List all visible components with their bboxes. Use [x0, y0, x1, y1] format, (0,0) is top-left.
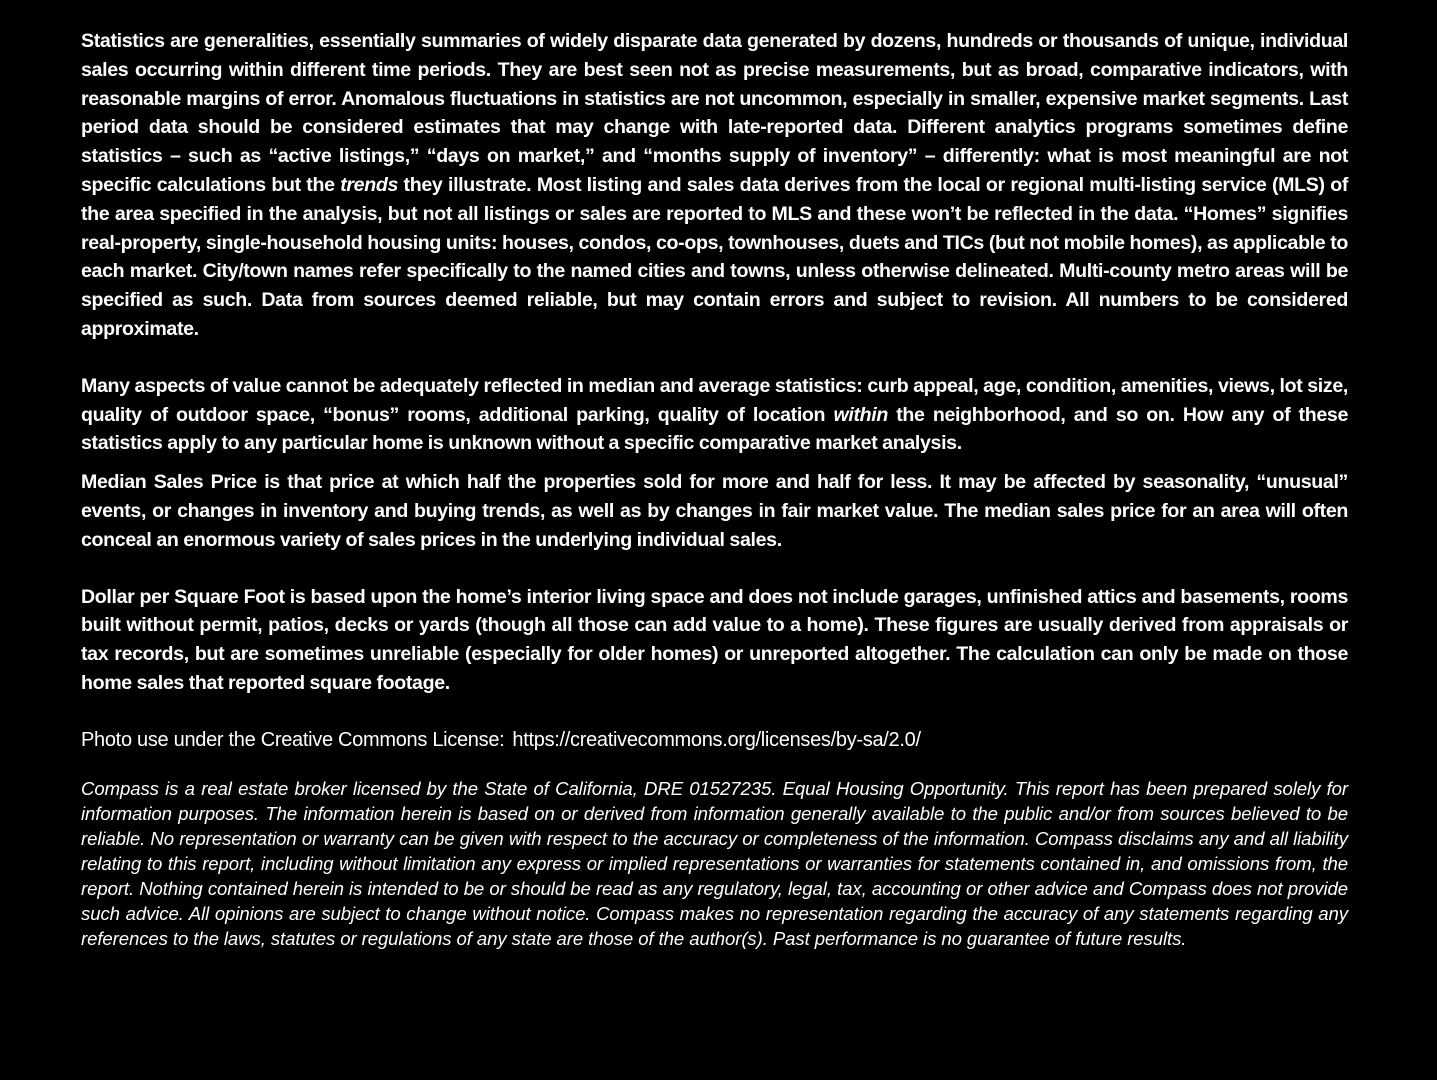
statistics-paragraph — [81, 27, 1348, 344]
statistics-text-part-2: they illustrate. Most listing and sales data derives from the local or regional multi-listing service (MLS) of the area specified in the analysis, but not all listings or sales are reported to MLS and these won’t be reflected in the data. “Homes” signifies real-property, single-household housing units: houses, condos, co-ops, townhouses, duets and TICs (but not mobile homes), as applicable to each market. City/town names refer specifically to the named cities and towns, unless otherwise delineated. Multi-county metro areas will be specified as such. Data from sources deemed reliable, but may contain errors and subject to revision. All numbers to be considered approximate. — [81, 173, 1348, 340]
value-emphasis: within — [833, 403, 888, 426]
legal-disclaimer: Compass is a real estate broker licensed by the State of California, DRE 01527235. Equal Housing Opportunity. This report has been prepared solely for information purposes. The information herein is based on or derived from information generally available to the public and/or from sources believed to be reliable. No representation or warranty can be given with respect to the accuracy or completeness of the information. Compass disclaims any and all liability relating to this report, including without limitation any express or implied representations or warranties for statements contained in, and omissions from, the report. Nothing contained herein is intended to be or should be read as any regulatory, legal, tax, accounting or other advice and Compass does not provide such advice. All opinions are subject to change without notice. Compass makes no representation regarding the accuracy of any statements regarding any references to the laws, statutes or regulations of any state are those of the author(s). Past performance is no guarantee of future results. — [81, 777, 1348, 950]
photo-credit — [81, 726, 1348, 754]
photo-credit-label: Photo use under the Creative Commons License: — [81, 728, 505, 751]
value-text-part-2: the neighborhood, and so on. How any of these statistics apply to any particular home is unknown without a specific comparative market analysis. — [81, 403, 1348, 455]
value-text-part-1: Many aspects of value cannot be adequately reflected in median and average statistics: curb appeal, age, condition, amenities, views, lot size, quality of outdoor space, “bonus” rooms, additional parking, quality of location — [81, 374, 1348, 426]
median-sales-price-paragraph: Median Sales Price is that price at which half the properties sold for more and half for less. It may be affected by seasonality, “unusual” events, or changes in inventory and buying trends, as well as by changes in fair market value. The median sales price for an area will often conceal an enormous variety of sales prices in the underlying individual sales. — [81, 471, 1348, 551]
statistics-emphasis: trends — [340, 173, 398, 196]
statistics-text-part-1: Statistics are generalities, essentially summaries of widely disparate data generated by dozens, hundreds or thousands of unique, individual sales occurring within different time periods. They are best seen not as precise measurements, but as broad, comparative indicators, with reasonable margins of error. Anomalous fluctuations in statistics are not uncommon, especially in smaller, expensive market segments. Last period data should be considered estimates that may change with late-reported data. Different analytics programs sometimes define statistics – such as “active listings,” “days on market,” and “months supply of inventory” – differently: what is most meaningful are not specific calculations but the — [81, 30, 1348, 196]
dollar-per-square-foot-paragraph: Dollar per Square Foot is based upon the home’s interior living space and does not include garages, unfinished attics and basements, rooms built without permit, patios, decks or yards (though all those can add value to a home). These figures are usually derived from appraisals or tax records, but are sometimes unreliable (especially for older homes) or unreported altogether. The calculation can only be made on those home sales that reported square footage. — [81, 585, 1348, 694]
photo-credit-url: https://creativecommons.org/licenses/by-sa/2.0/ — [512, 728, 921, 751]
document-page — [81, 27, 1348, 951]
value-paragraph — [81, 372, 1348, 458]
